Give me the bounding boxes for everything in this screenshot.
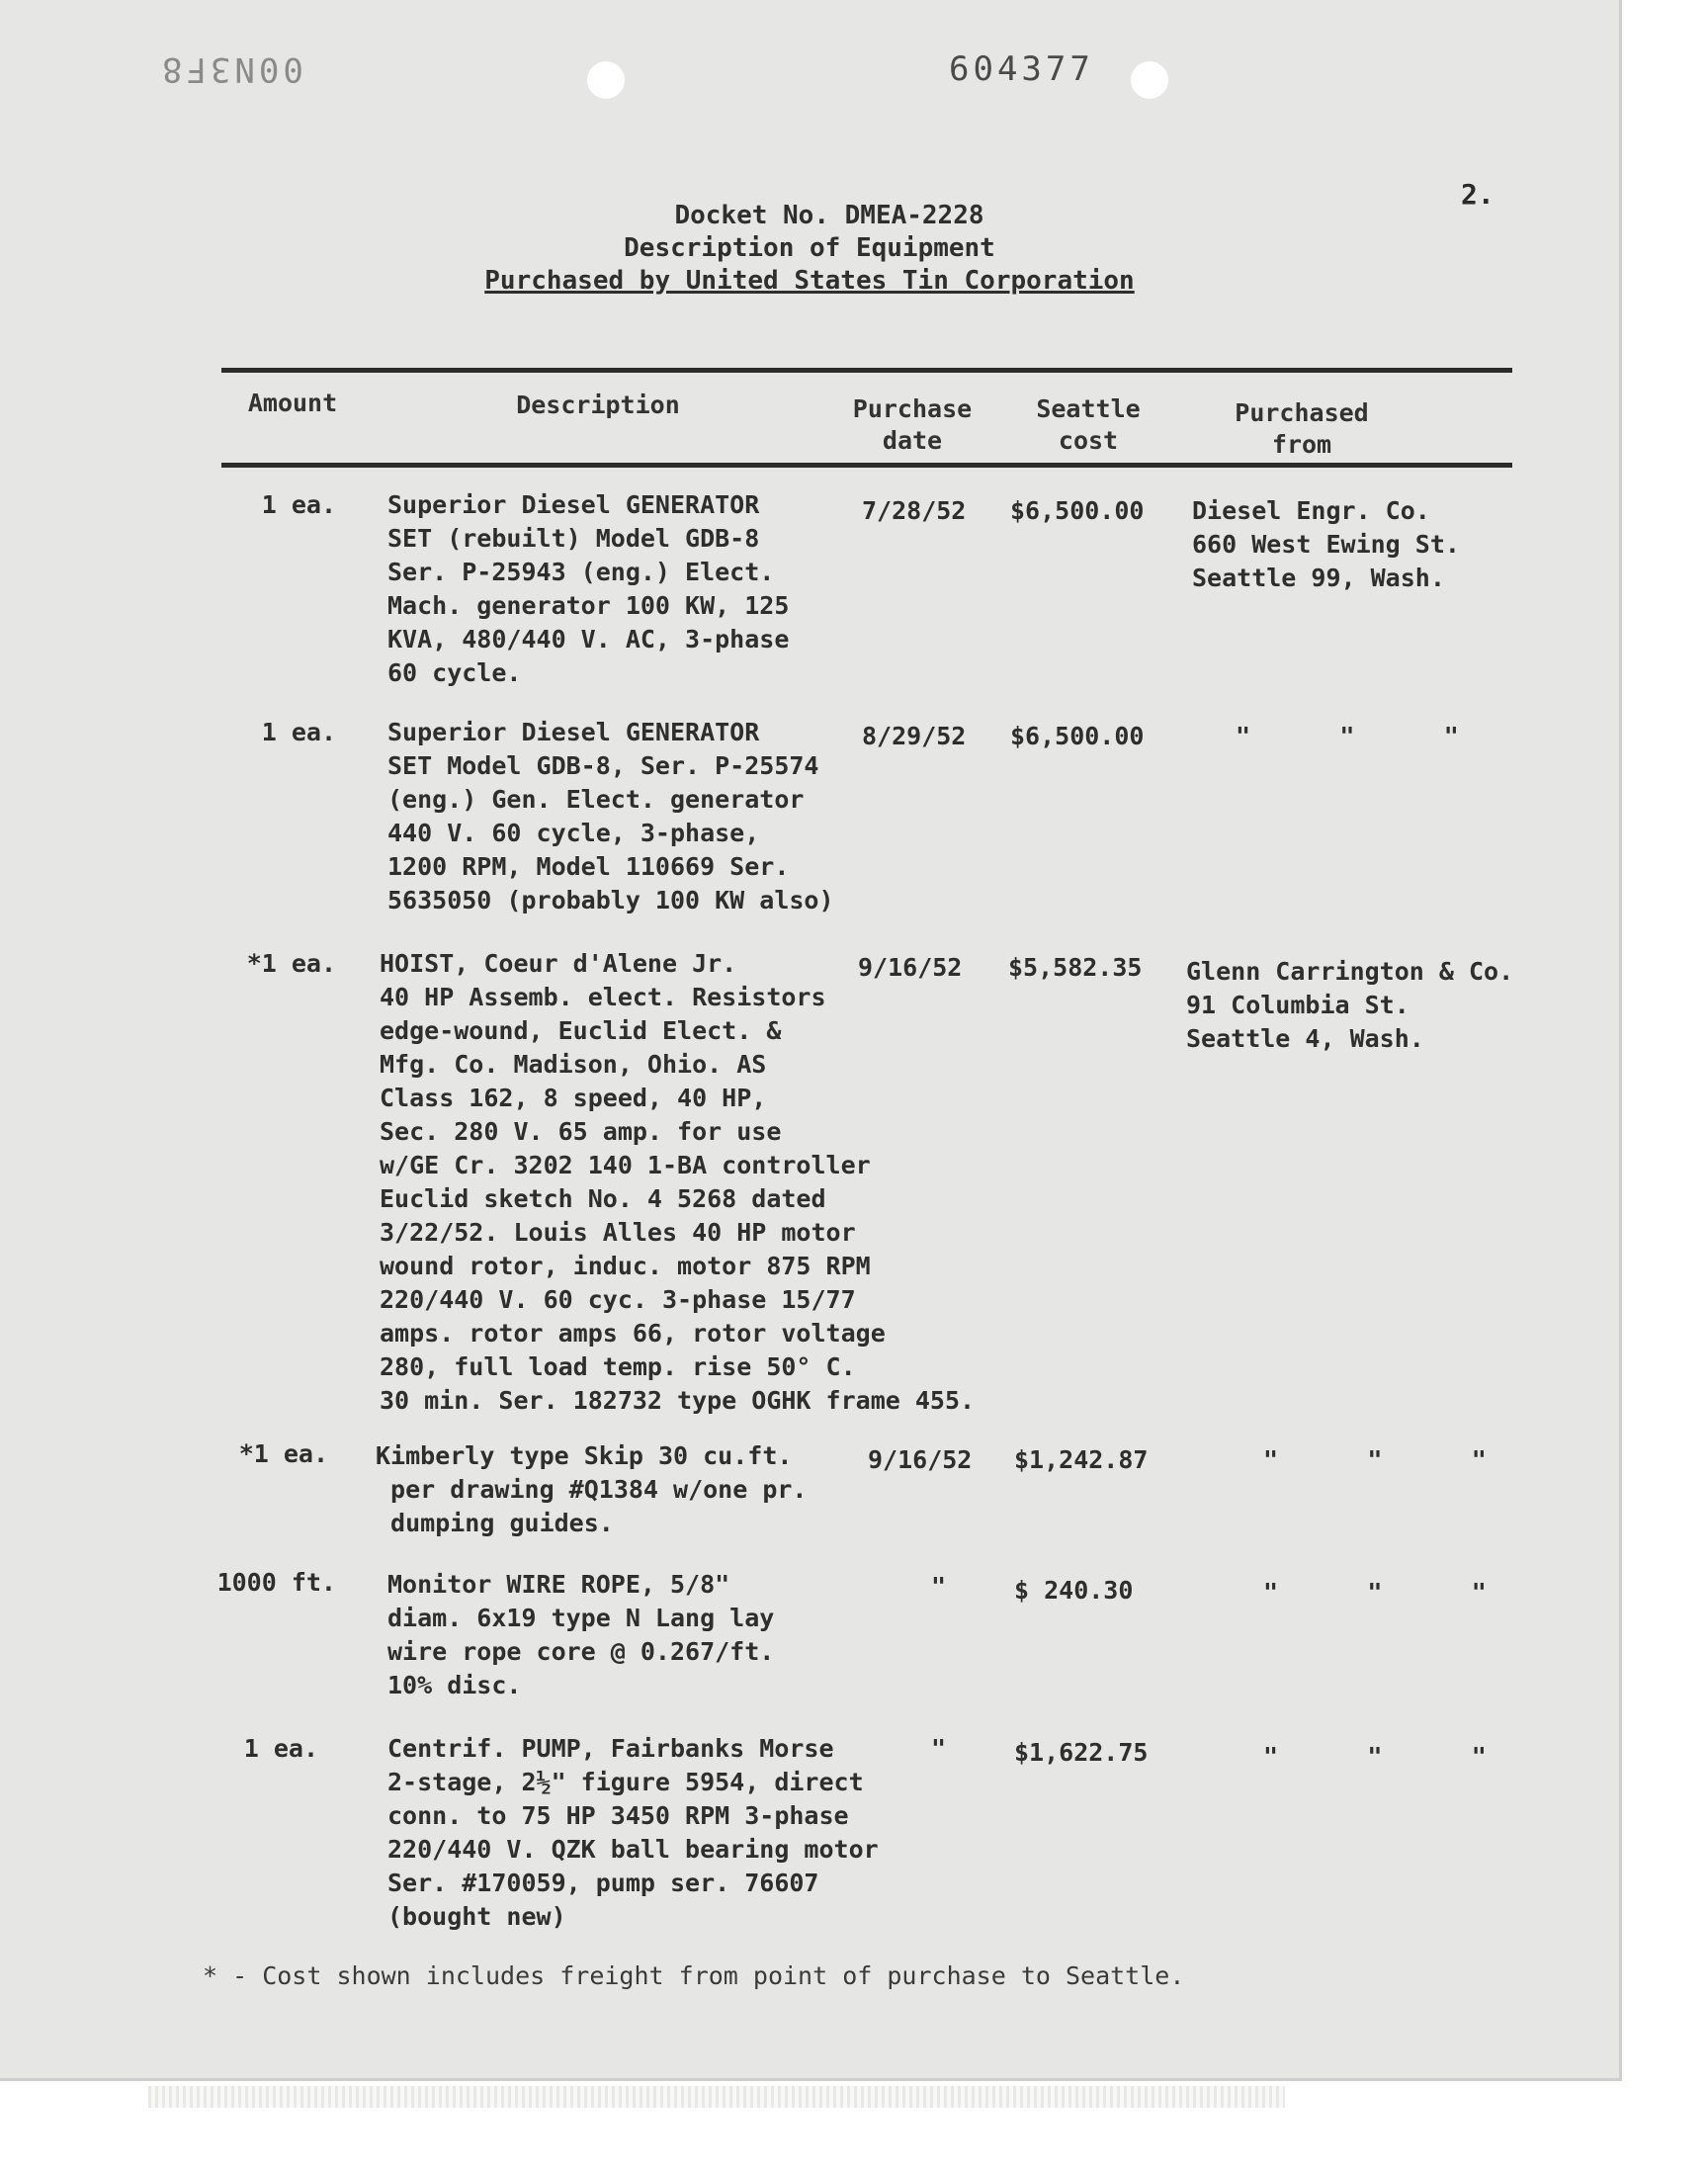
row-5-description: Monitor WIRE ROPE, 5/8" diam. 6x19 type N Lang lay wire rope core @ 0.267/ft. 10% disc. (387, 1570, 775, 1699)
document-header (0, 200, 1619, 298)
row-1-date: 7/28/52 (862, 496, 967, 525)
row-3-date: 9/16/52 (858, 953, 963, 982)
col-purchased-from-header: Purchased from (1235, 398, 1369, 459)
row-4-description: Kimberly type Skip 30 cu.ft. per drawing #Q1384 w/one pr. dumping guides. (376, 1441, 808, 1537)
row-1-purchased-from: Diesel Engr. Co. 660 West Ewing St. Seattle 99, Wash. (1192, 496, 1460, 592)
row-5-date: " (931, 1572, 947, 1601)
row-4-cost: $1,242.87 (1014, 1445, 1149, 1474)
table-header-rule (221, 463, 1512, 468)
row-2-amount: 1 ea. (261, 718, 336, 746)
document-title: Description of Equipment (624, 233, 995, 263)
row-3-cost: $5,582.35 (1008, 953, 1143, 982)
row-6-description: Centrif. PUMP, Fairbanks Morse 2-stage, 2½" figure 5954, direct conn. to 75 HP 3450 RPM 3-phase 220/440 V. QZK ball bearing motor Ser. #170059, pump ser. 76607 (bought new) (387, 1734, 879, 1931)
row-1-description: Superior Diesel GENERATOR SET (rebuilt) Model GDB-8 Ser. P-25943 (eng.) Elect. Mach. generator 100 KW, 125 KVA, 480/440 V. AC, 3-phase 60 cycle. (387, 490, 790, 687)
document-subtitle: Purchased by United States Tin Corporation (484, 266, 1135, 296)
row-2-description: Superior Diesel GENERATOR SET Model GDB-8, Ser. P-25574 (eng.) Gen. Elect. generator 440 V. 60 cycle, 3-phase, 1200 RPM, Model 110669 Ser. 5635050 (probably 100 KW also) (387, 718, 834, 914)
row-4-purchased-from: " " " (1263, 1445, 1487, 1474)
row-4-date: 9/16/52 (868, 1445, 973, 1474)
row-4-amount: *1 ea. (238, 1439, 328, 1468)
col-purchase-date-header: Purchase date (852, 394, 973, 455)
row-6-cost: $1,622.75 (1014, 1738, 1149, 1767)
row-2-cost: $6,500.00 (1010, 722, 1145, 750)
row-3-purchased-from: Glenn Carrington & Co. 91 Columbia St. Seattle 4, Wash. (1186, 957, 1514, 1053)
col-amount-header: Amount (247, 389, 338, 417)
row-6-purchased-from: " " " (1263, 1742, 1487, 1771)
table-top-rule (221, 368, 1512, 373)
scan-artifact (148, 2086, 1285, 2108)
col-seattle-cost-header: Seattle cost (1036, 394, 1141, 455)
row-1-amount: 1 ea. (261, 490, 336, 519)
punch-hole-right (1131, 61, 1168, 99)
footnote: * - Cost shown includes freight from point of purchase to Seattle. (203, 1961, 1185, 1990)
page-number: 2. (1461, 178, 1494, 211)
row-6-amount: 1 ea. (243, 1734, 318, 1763)
stamp-number-right: 604377 (949, 49, 1094, 89)
row-3-description: HOIST, Coeur d'Alene Jr. 40 HP Assemb. elect. Resistors edge-wound, Euclid Elect. & Mfg. Co. Madison, Ohio. AS Class 162, 8 speed, 40 HP, Sec. 280 V. 65 amp. for use w/GE Cr. 3202 140 1-BA controller Euclid sketch No. 4 5268 dated 3/22/52. Louis Alles 40 HP motor wound rotor, induc. motor 875 RPM 220/440 V. 60 cyc. 3-phase 15/77 amps. rotor amps 66, rotor voltage 280, full load temp. rise 50° C. 30 min. Ser. 182732 type OGHK frame 455. (380, 949, 976, 1415)
row-1-cost: $6,500.00 (1010, 496, 1145, 525)
stamp-number-left: 00N3F8 (158, 49, 303, 89)
row-5-cost: $ 240.30 (1014, 1576, 1134, 1605)
row-5-amount: 1000 ft. (216, 1568, 336, 1597)
row-2-purchased-from: " " " (1236, 722, 1459, 750)
col-description-header: Description (516, 391, 680, 419)
row-5-purchased-from: " " " (1263, 1578, 1487, 1607)
scan-margin (0, 2084, 1708, 2175)
docket-number: Docket No. DMEA-2228 (674, 201, 984, 230)
row-6-date: " (931, 1734, 947, 1763)
punch-hole-left (587, 61, 625, 99)
row-3-amount: *1 ea. (246, 949, 336, 978)
row-2-date: 8/29/52 (862, 722, 967, 750)
